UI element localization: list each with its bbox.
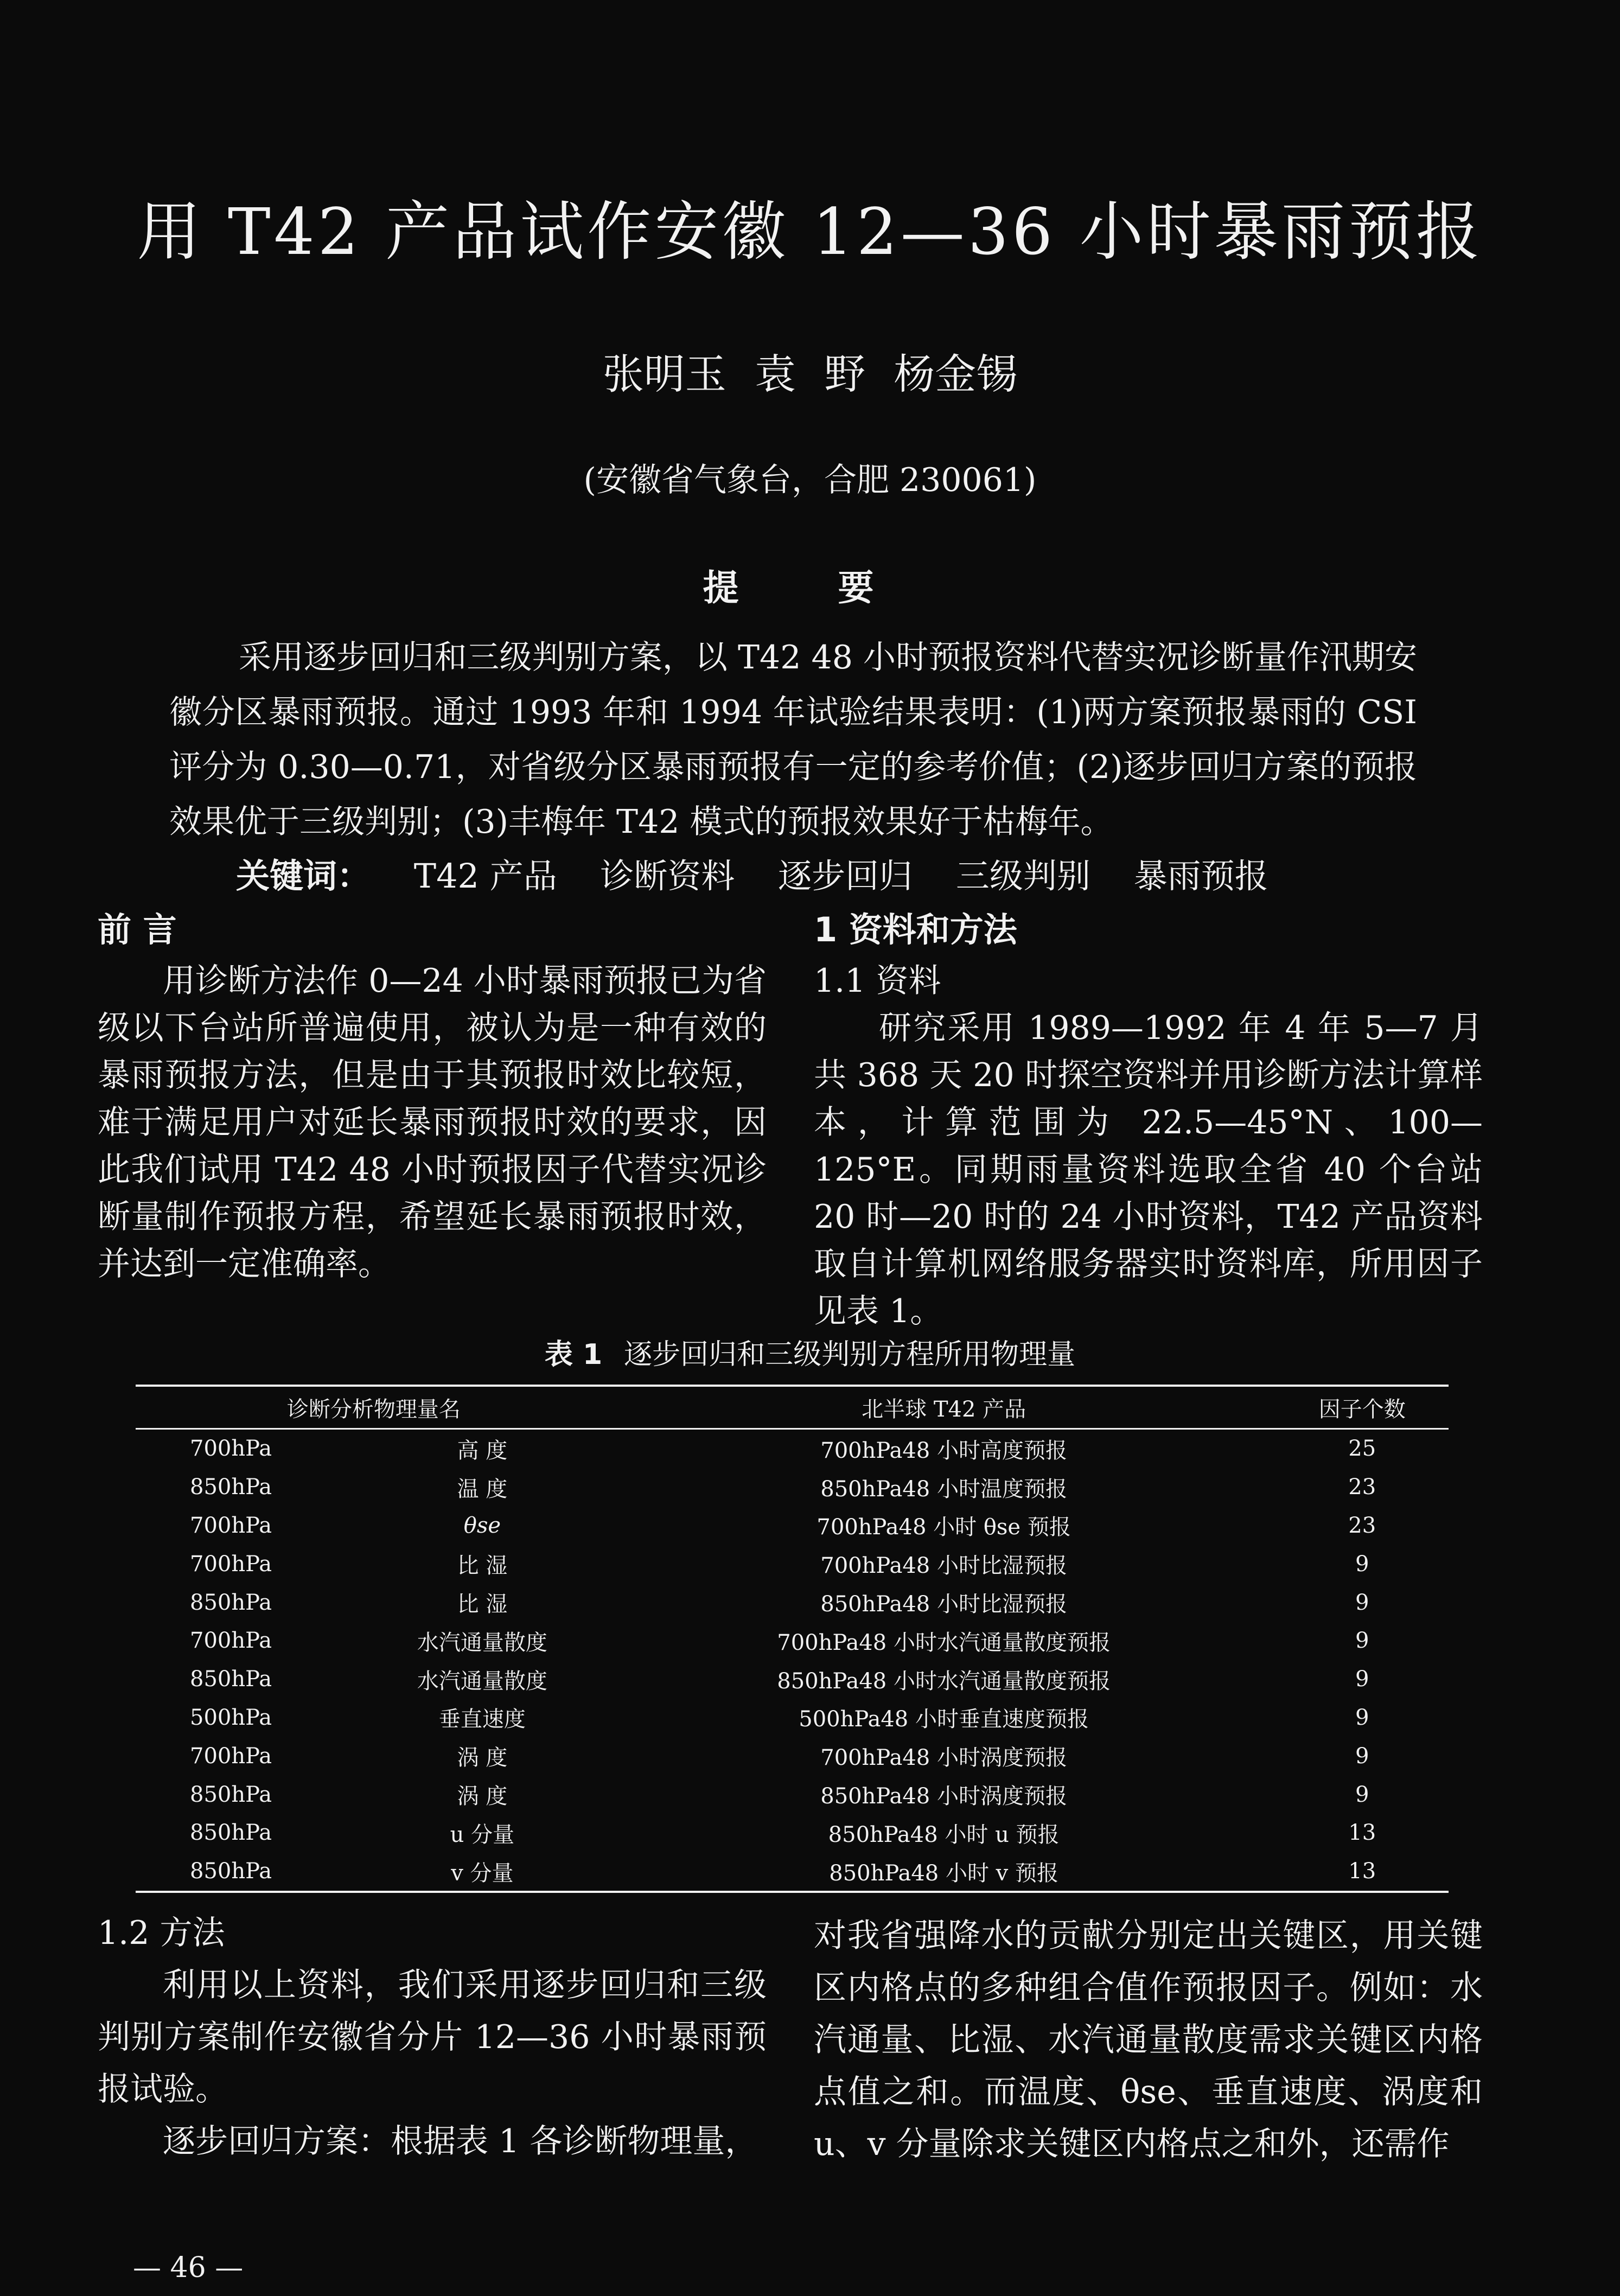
keyword: 诊断资料	[600, 856, 735, 896]
table-row	[136, 1852, 1449, 1892]
table-caption	[0, 1336, 1620, 1374]
table-cell: 700hPa48 小时比湿预报	[820, 1553, 1067, 1579]
table-header: 诊断分析物理量名	[136, 1386, 612, 1429]
table-cell: 9	[1355, 1782, 1369, 1807]
table-cell: 700hPa	[190, 1551, 272, 1577]
table-cell: 涡 度	[457, 1784, 508, 1809]
table-cell: 700hPa48 小时涡度预报	[820, 1745, 1067, 1771]
table-cell: 垂直速度	[438, 1707, 526, 1732]
table-1	[136, 1385, 1449, 1893]
affiliation: (安徽省气象台，合肥 230061)	[583, 461, 1037, 499]
keyword: 三级判别	[955, 856, 1090, 896]
table-cell: v 分量	[353, 1852, 612, 1892]
table-cell: 9	[1355, 1743, 1369, 1769]
table-cell: 水汽通量散度	[417, 1668, 547, 1694]
paper-title: 用 T42 产品试作安徽 12—36 小时暴雨预报	[137, 194, 1483, 269]
subsection-1-2-text: 利用以上资料，我们采用逐步回归和三级判别方案制作安徽省分片 12—36 小时暴雨预报试验。	[98, 1966, 767, 2108]
table-row	[136, 1622, 1449, 1660]
table-row	[136, 1737, 1449, 1775]
preface-heading: 前 言	[98, 910, 177, 949]
preface-section	[98, 906, 767, 1288]
table-row	[136, 1545, 1449, 1583]
section1-heading: 1 资料和方法	[814, 910, 1017, 949]
table-cell: 850hPa48 小时 u 预报	[828, 1822, 1060, 1847]
table-cell: 9	[1355, 1590, 1369, 1615]
table-cell: θse	[463, 1513, 501, 1538]
table-cell: 500hPa48 小时垂直速度预报	[799, 1707, 1089, 1732]
keyword: 逐步回归	[778, 856, 913, 896]
method-continued-text: 对我省强降水的贡献分别定出关键区，用关键区内格点的多种组合值作预报因子。例如：水汽通量、比湿、水汽通量散度需求关键区内格点值之和。而温度、θse、垂直速度、涡度和 u、v 分量除求关键区内格点之和外，还需作	[814, 1917, 1483, 2163]
table-cell: 温 度	[457, 1476, 508, 1502]
table-cell: 700hPa	[190, 1628, 272, 1654]
table-cell: 25	[1348, 1436, 1376, 1462]
abstract-heading: 提 要	[703, 567, 917, 609]
table-cell: 比 湿	[457, 1553, 508, 1579]
table-cell: 高 度	[457, 1438, 508, 1463]
keywords	[236, 852, 1268, 901]
table-row	[136, 1814, 1449, 1852]
abstract-text: 采用逐步回归和三级判别方案，以 T42 48 小时预报资料代替实况诊断量作汛期安徽分区暴雨预报。通过 1993 年和 1994 年试验结果表明：(1)两方案预报暴雨的 CSI 评分为 0.30—0.71，对省级分区暴雨预报有一定的参考价值；(2)逐步回归方案的预报效果优于三级判别；(3)丰梅年 T42 模式的预报效果好于枯梅年。	[169, 639, 1417, 841]
table-cell: 850hPa	[190, 1820, 272, 1846]
preface-text: 用诊断方法作 0—24 小时暴雨预报已为省级以下台站所普遍使用，被认为是一种有效的暴雨预报方法，但是由于其预报时效比较短，难于满足用户对延长暴雨预报时效的要求，因此我们试用 T42 48 小时预报因子代替实况诊断量制作预报方程，希望延长暴雨预报时效，并达到一定准确率。	[98, 962, 767, 1283]
subsection-1-2-text: 逐步回归方案：根据表 1 各诊断物理量，	[163, 2122, 758, 2160]
section1-2-method	[98, 1910, 767, 2167]
table-cell: 850hPa	[190, 1667, 272, 1692]
table-cell: 700hPa	[190, 1743, 272, 1769]
table-row	[136, 1468, 1449, 1507]
table-header: 因子个数	[1275, 1386, 1449, 1429]
author-list: 张明玉 袁 野 杨金锡	[602, 350, 1018, 398]
table-cell: 850hPa48 小时 v 预报	[612, 1852, 1276, 1892]
table-cell: 850hPa	[190, 1590, 272, 1615]
table-row	[136, 1429, 1449, 1468]
table-cell: 9	[1355, 1705, 1369, 1730]
table-row	[136, 1699, 1449, 1737]
table-cell: u 分量	[450, 1822, 515, 1847]
table-cell: 500hPa	[190, 1705, 272, 1730]
table-cell: 700hPa48 小时 θse 预报	[817, 1515, 1071, 1540]
table-cell: 850hPa	[190, 1475, 272, 1500]
table-row	[136, 1583, 1449, 1622]
method-continued	[814, 1910, 1483, 2170]
table-cell: 涡 度	[457, 1745, 508, 1771]
table-cell: 700hPa	[190, 1436, 272, 1462]
table-cell: 9	[1355, 1628, 1369, 1654]
table-cell: 比 湿	[457, 1592, 508, 1617]
table-number: 表 1	[544, 1338, 603, 1371]
table-cell: 850hPa48 小时比湿预报	[820, 1592, 1067, 1617]
table-cell: 850hPa48 小时水汽通量散度预报	[777, 1668, 1111, 1694]
table-cell: 13	[1348, 1820, 1376, 1846]
table-cell: 850hPa	[136, 1852, 353, 1892]
table-cell: 700hPa	[190, 1513, 272, 1538]
abstract-body	[169, 630, 1417, 850]
table-cell: 13	[1275, 1852, 1449, 1892]
table-cell: 850hPa48 小时涡度预报	[820, 1784, 1067, 1809]
section1-data	[814, 906, 1483, 1335]
keyword: T42 产品	[413, 856, 557, 896]
subsection-1-2-heading: 1.2 方法	[98, 1914, 225, 1952]
table-cell: 700hPa48 小时水汽通量散度预报	[777, 1630, 1111, 1655]
subsection-1-1-text: 研究采用 1989—1992 年 4 年 5—7 月共 368 天 20 时探空资料并用诊断方法计算样本，计算范围为 22.5—45°N、100—125°E。同期雨量资料选取全省 40 个台站 20 时—20 时的 24 小时资料，T42 产品资料取自计算机网络服务器实时资料库，所用因子见表 1。	[814, 1009, 1483, 1330]
table-cell: 9	[1355, 1551, 1369, 1577]
table-cell: 水汽通量散度	[417, 1630, 547, 1655]
table-caption-text: 逐步回归和三级判别方程所用物理量	[624, 1338, 1076, 1371]
table-row	[136, 1660, 1449, 1699]
table-row	[136, 1775, 1449, 1814]
keywords-label: 关键词：	[236, 856, 371, 896]
page-number: — 46 —	[133, 2252, 244, 2284]
table-cell: 9	[1355, 1667, 1369, 1692]
table-row	[136, 1507, 1449, 1545]
table-cell: 850hPa	[190, 1782, 272, 1807]
table-cell: 23	[1348, 1513, 1376, 1538]
keyword: 暴雨预报	[1133, 856, 1268, 896]
subsection-1-1-heading: 1.1 资料	[814, 962, 941, 1000]
table-header: 北半球 T42 产品	[612, 1386, 1276, 1429]
table-cell: 850hPa48 小时温度预报	[820, 1476, 1067, 1502]
table-cell: 23	[1348, 1475, 1376, 1500]
table-header-row	[136, 1386, 1449, 1429]
table-cell: 700hPa48 小时高度预报	[820, 1438, 1067, 1463]
